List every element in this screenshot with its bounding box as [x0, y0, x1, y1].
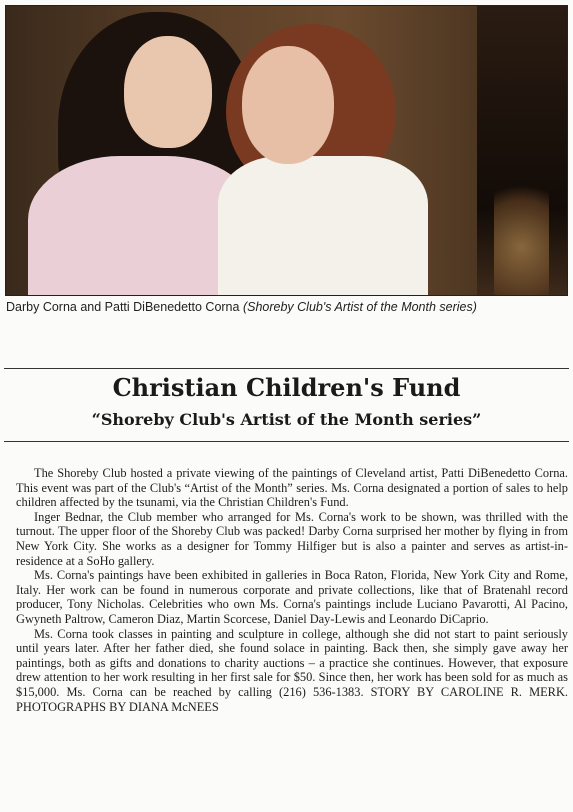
person-left-face [124, 36, 212, 148]
story-paragraph-3: Ms. Corna's paintings have been exhibited in galleries in Boca Raton, Florida, New York City and Rome, Italy. Her work can be found in numerous corporate and private collections, like that of Bratenahl record producer, Tony Nicholas. Celebrities who own Ms. Corna's paintings include Luciano Pavarotti, Al Pacino, Gwyneth Paltrow, Cameron Diaz, Martin Scorcese, Daniel Day-Lewis and Leonardo DiCaprio. [16, 568, 568, 626]
photo-caption [6, 300, 526, 315]
photo-background-light [494, 175, 549, 295]
story-paragraph-1: The Shoreby Club hosted a private viewing of the paintings of Cleveland artist, Patti DiBenedetto Corna. This event was part of the Club's “Artist of the Month” series. Ms. Corna designated a portion of sales to help children affected by the tsunami, via the Christian Children's Fund. [16, 466, 568, 510]
caption-names: Darby Corna and Patti DiBenedetto Corna [6, 300, 240, 314]
story-paragraph-4: Ms. Corna took classes in painting and sculpture in college, although she did not start to paint seriously until years later. After her father died, she found solace in painting. Back then, she simply gave away her paintings, both as gifts and donations to charity auctions – a practice she continues. However, that exposure drew attention to her work resulting in her first sale for $50. Since then, her work has been sold for as much as $15,000. Ms. Corna can be reached by calling (216) 536-1383. STORY BY CAROLINE R. MERK. PHOTOGRAPHS BY DIANA McNEES [16, 626, 568, 714]
person-right-face [242, 46, 334, 164]
person-right-body [218, 156, 428, 296]
article-photo [5, 5, 568, 296]
article-subhead: “Shoreby Club's Artist of the Month series” [91, 410, 482, 429]
story-paragraph-2: Inger Bednar, the Club member who arranged for Ms. Corna's work to be shown, was thrilled with the turnout. The upper floor of the Shoreby Club was packed! Darby Corna surprised her mother by flying in from New York City. She works as a designer for Tommy Hilfiger but is also a painter and serves as artist-in-residence at a SoHo gallery. [16, 509, 568, 568]
rule-top [4, 368, 569, 369]
rule-bottom [4, 441, 569, 442]
article-body [16, 466, 568, 714]
caption-series: (Shoreby Club's Artist of the Month series) [242, 300, 477, 314]
article-headline: Christian Children's Fund [112, 373, 461, 402]
